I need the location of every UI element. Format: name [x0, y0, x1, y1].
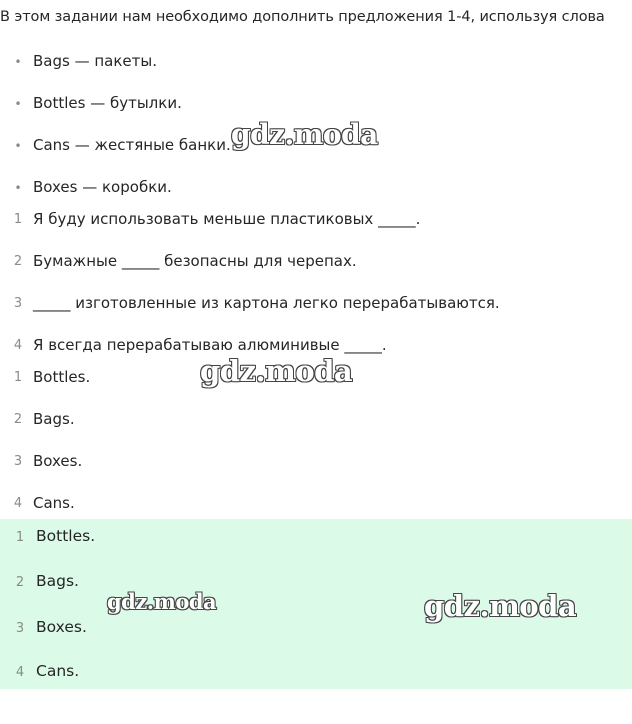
answer-text: Bottles. — [33, 368, 91, 386]
final-answer-text: Boxes. — [36, 618, 87, 636]
word-item-text: Cans — жестяные банки. — [33, 136, 231, 154]
sentence-number: 3 — [13, 296, 23, 311]
answer-text: Cans. — [33, 494, 75, 512]
answer-number: 2 — [13, 412, 23, 427]
word-item-text: Bottles — бутылки. — [33, 94, 182, 112]
sentence-number: 4 — [13, 338, 23, 353]
bullet-icon: • — [14, 139, 22, 153]
task-intro: В этом задании нам необходимо дополнить предложения 1-4, используя слова — [0, 9, 605, 25]
watermark-logo: gdz.moda — [231, 118, 378, 151]
final-answer-number: 2 — [15, 575, 25, 590]
word-item-text: Bags — пакеты. — [33, 52, 157, 70]
final-answer-number: 4 — [15, 665, 25, 680]
answer-number: 1 — [13, 370, 23, 385]
answer-text: Bags. — [33, 410, 75, 428]
final-answer-text: Bottles. — [36, 527, 96, 545]
final-answer-text: Cans. — [36, 662, 80, 680]
sentence-number: 1 — [13, 212, 23, 227]
bullet-icon: • — [14, 55, 22, 69]
sentence-text: Я всегда перерабатываю алюминивые _____. — [33, 336, 387, 354]
watermark-logo: gdz.moda — [424, 589, 577, 623]
sentence-text: Бумажные _____ безопасны для черепах. — [33, 252, 357, 270]
watermark-logo: gdz.moda — [200, 354, 353, 388]
answer-number: 4 — [13, 496, 23, 511]
sentence-number: 2 — [13, 254, 23, 269]
sentence-text: Я буду использовать меньше пластиковых _____. — [33, 210, 421, 228]
answer-text: Boxes. — [33, 452, 83, 470]
sentence-text: _____ изготовленные из картона легко перерабатываются. — [33, 294, 500, 312]
final-answer-number: 3 — [15, 621, 25, 636]
bullet-icon: • — [14, 181, 22, 195]
final-answer-number: 1 — [15, 530, 25, 545]
bullet-icon: • — [14, 97, 22, 111]
word-item-text: Boxes — коробки. — [33, 178, 172, 196]
watermark-logo: gdz.moda — [107, 589, 217, 614]
final-answer-text: Bags. — [36, 572, 79, 590]
answer-number: 3 — [13, 454, 23, 469]
